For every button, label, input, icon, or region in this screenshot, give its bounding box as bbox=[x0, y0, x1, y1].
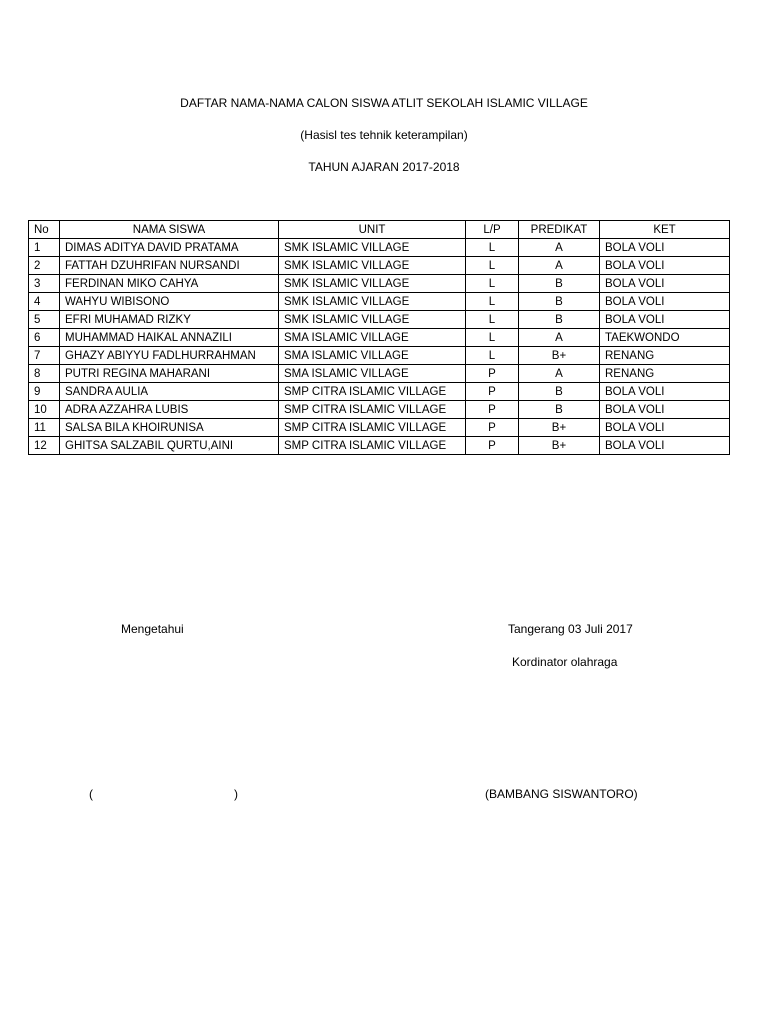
cell-predikat: B bbox=[519, 293, 600, 311]
cell-lp: L bbox=[466, 329, 519, 347]
cell-unit: SMK ISLAMIC VILLAGE bbox=[279, 257, 466, 275]
table-row bbox=[29, 257, 730, 275]
column-header-lp: L/P bbox=[466, 221, 519, 239]
table-row bbox=[29, 239, 730, 257]
cell-ket: BOLA VOLI bbox=[600, 383, 730, 401]
table-row bbox=[29, 311, 730, 329]
cell-no: 10 bbox=[29, 401, 60, 419]
cell-unit: SMK ISLAMIC VILLAGE bbox=[279, 293, 466, 311]
cell-predikat: B bbox=[519, 275, 600, 293]
column-header-no: No bbox=[29, 221, 60, 239]
cell-unit: SMP CITRA ISLAMIC VILLAGE bbox=[279, 437, 466, 455]
cell-lp: L bbox=[466, 239, 519, 257]
cell-ket: BOLA VOLI bbox=[600, 293, 730, 311]
column-header-predikat: PREDIKAT bbox=[519, 221, 600, 239]
cell-predikat: A bbox=[519, 365, 600, 383]
cell-no: 11 bbox=[29, 419, 60, 437]
cell-unit: SMA ISLAMIC VILLAGE bbox=[279, 329, 466, 347]
table-row bbox=[29, 329, 730, 347]
cell-name: ADRA AZZAHRA LUBIS bbox=[60, 401, 279, 419]
table-row bbox=[29, 365, 730, 383]
cell-ket: BOLA VOLI bbox=[600, 311, 730, 329]
cell-lp: L bbox=[466, 257, 519, 275]
cell-unit: SMP CITRA ISLAMIC VILLAGE bbox=[279, 419, 466, 437]
cell-lp: L bbox=[466, 311, 519, 329]
cell-predikat: B bbox=[519, 383, 600, 401]
cell-lp: P bbox=[466, 365, 519, 383]
column-header-ket: KET bbox=[600, 221, 730, 239]
cell-ket: RENANG bbox=[600, 365, 730, 383]
column-header-nama-siswa: NAMA SISWA bbox=[60, 221, 279, 239]
cell-name: SALSA BILA KHOIRUNISA bbox=[60, 419, 279, 437]
cell-no: 2 bbox=[29, 257, 60, 275]
cell-unit: SMK ISLAMIC VILLAGE bbox=[279, 239, 466, 257]
cell-name: FERDINAN MIKO CAHYA bbox=[60, 275, 279, 293]
cell-unit: SMK ISLAMIC VILLAGE bbox=[279, 275, 466, 293]
student-athlete-table bbox=[28, 220, 730, 455]
cell-no: 6 bbox=[29, 329, 60, 347]
signature-right-role: Kordinator olahraga bbox=[512, 655, 618, 669]
cell-lp: L bbox=[466, 293, 519, 311]
cell-ket: BOLA VOLI bbox=[600, 401, 730, 419]
cell-ket: BOLA VOLI bbox=[600, 437, 730, 455]
cell-name: GHAZY ABIYYU FADLHURRAHMAN bbox=[60, 347, 279, 365]
cell-no: 5 bbox=[29, 311, 60, 329]
table-row bbox=[29, 275, 730, 293]
cell-no: 1 bbox=[29, 239, 60, 257]
cell-name: EFRI MUHAMAD RIZKY bbox=[60, 311, 279, 329]
cell-predikat: B bbox=[519, 311, 600, 329]
cell-unit: SMP CITRA ISLAMIC VILLAGE bbox=[279, 383, 466, 401]
cell-ket: BOLA VOLI bbox=[600, 275, 730, 293]
signature-left-label: Mengetahui bbox=[121, 622, 184, 636]
document-title: DAFTAR NAMA-NAMA CALON SISWA ATLIT SEKOLAH ISLAMIC VILLAGE bbox=[180, 96, 588, 110]
cell-no: 8 bbox=[29, 365, 60, 383]
cell-no: 9 bbox=[29, 383, 60, 401]
cell-predikat: A bbox=[519, 239, 600, 257]
cell-ket: TAEKWONDO bbox=[600, 329, 730, 347]
cell-name: SANDRA AULIA bbox=[60, 383, 279, 401]
cell-name: MUHAMMAD HAIKAL ANNAZILI bbox=[60, 329, 279, 347]
signature-right-name: (BAMBANG SISWANTORO) bbox=[485, 787, 638, 801]
cell-predikat: B+ bbox=[519, 347, 600, 365]
cell-ket: BOLA VOLI bbox=[600, 239, 730, 257]
cell-ket: RENANG bbox=[600, 347, 730, 365]
cell-ket: BOLA VOLI bbox=[600, 419, 730, 437]
cell-name: WAHYU WIBISONO bbox=[60, 293, 279, 311]
cell-lp: L bbox=[466, 347, 519, 365]
column-header-unit: UNIT bbox=[279, 221, 466, 239]
table-row bbox=[29, 347, 730, 365]
cell-predikat: A bbox=[519, 257, 600, 275]
cell-predikat: B+ bbox=[519, 437, 600, 455]
cell-lp: P bbox=[466, 383, 519, 401]
signature-left-paren-close: ) bbox=[234, 787, 238, 801]
cell-predikat: B bbox=[519, 401, 600, 419]
signature-place-date: Tangerang 03 Juli 2017 bbox=[508, 622, 633, 636]
cell-no: 12 bbox=[29, 437, 60, 455]
cell-lp: L bbox=[466, 275, 519, 293]
cell-name: FATTAH DZUHRIFAN NURSANDI bbox=[60, 257, 279, 275]
table-row bbox=[29, 401, 730, 419]
cell-lp: P bbox=[466, 437, 519, 455]
cell-unit: SMA ISLAMIC VILLAGE bbox=[279, 347, 466, 365]
cell-name: DIMAS ADITYA DAVID PRATAMA bbox=[60, 239, 279, 257]
cell-unit: SMP CITRA ISLAMIC VILLAGE bbox=[279, 401, 466, 419]
cell-predikat: A bbox=[519, 329, 600, 347]
cell-predikat: B+ bbox=[519, 419, 600, 437]
table-row bbox=[29, 293, 730, 311]
cell-lp: P bbox=[466, 401, 519, 419]
table-header-row bbox=[29, 221, 730, 239]
cell-no: 4 bbox=[29, 293, 60, 311]
cell-lp: P bbox=[466, 419, 519, 437]
academic-year: TAHUN AJARAN 2017-2018 bbox=[308, 160, 460, 174]
table-row bbox=[29, 383, 730, 401]
cell-unit: SMA ISLAMIC VILLAGE bbox=[279, 365, 466, 383]
cell-name: GHITSA SALZABIL QURTU,AINI bbox=[60, 437, 279, 455]
cell-name: PUTRI REGINA MAHARANI bbox=[60, 365, 279, 383]
signature-left-paren-open: ( bbox=[89, 787, 93, 801]
document-subtitle: (Hasisl tes tehnik keterampilan) bbox=[300, 128, 468, 142]
cell-ket: BOLA VOLI bbox=[600, 257, 730, 275]
cell-no: 7 bbox=[29, 347, 60, 365]
table-row bbox=[29, 419, 730, 437]
cell-no: 3 bbox=[29, 275, 60, 293]
table-row bbox=[29, 437, 730, 455]
cell-unit: SMK ISLAMIC VILLAGE bbox=[279, 311, 466, 329]
